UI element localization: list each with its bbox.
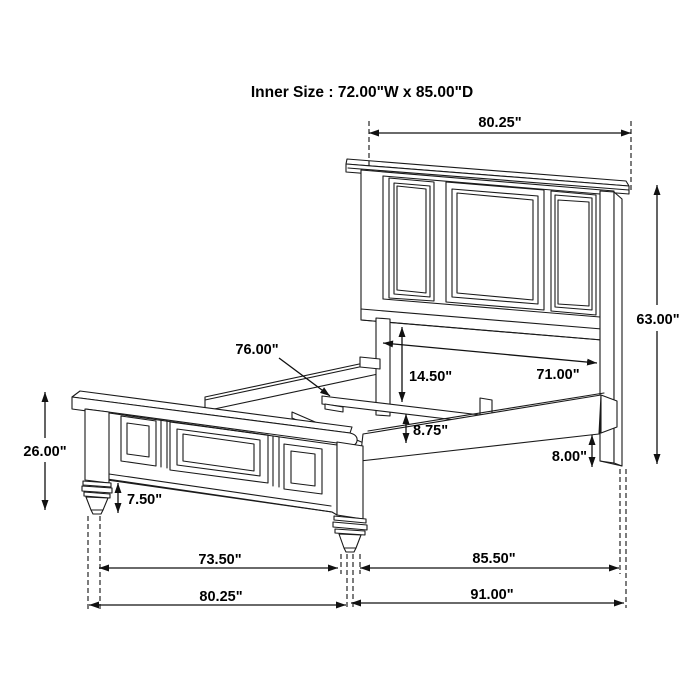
footboard-height-label: 26.00"	[23, 444, 67, 460]
headboard-inner-width-label: 71.00"	[536, 367, 580, 383]
footboard-left-leg	[82, 409, 112, 514]
footboard-inner-width-label: 73.50"	[198, 552, 242, 568]
rail-span-label: 85.50"	[472, 551, 516, 567]
footboard-width-label: 80.25"	[199, 589, 243, 605]
dim-footboard-inner-width	[99, 552, 338, 568]
footboard-right-leg	[333, 442, 367, 552]
headboard-height-label: 63.00"	[636, 312, 680, 328]
dim-footboard-leg-height	[118, 483, 162, 513]
dim-overall-depth	[351, 587, 624, 603]
rail-floor-clearance-label: 8.00"	[551, 449, 587, 465]
dim-rail-span	[360, 551, 619, 568]
headboard-width-label: 80.25"	[478, 115, 522, 131]
inner-size-title: Inner Size : 72.00"W x 85.00"D	[250, 84, 474, 101]
dim-footboard-width	[89, 589, 346, 605]
dim-panel-to-rail-gap	[402, 327, 452, 402]
dim-headboard-height	[630, 185, 687, 464]
dim-rail-floor-clearance	[552, 435, 592, 467]
slat-rail-length-label: 76.00"	[235, 342, 279, 358]
dim-footboard-height	[16, 392, 74, 510]
footboard-drawing	[72, 391, 367, 552]
side-rail-height-label: 8.75"	[413, 423, 449, 439]
panel-to-rail-gap-label: 14.50"	[409, 369, 453, 385]
overall-depth-label: 91.00"	[470, 587, 514, 603]
footboard-leg-height-label: 7.50"	[127, 492, 163, 508]
